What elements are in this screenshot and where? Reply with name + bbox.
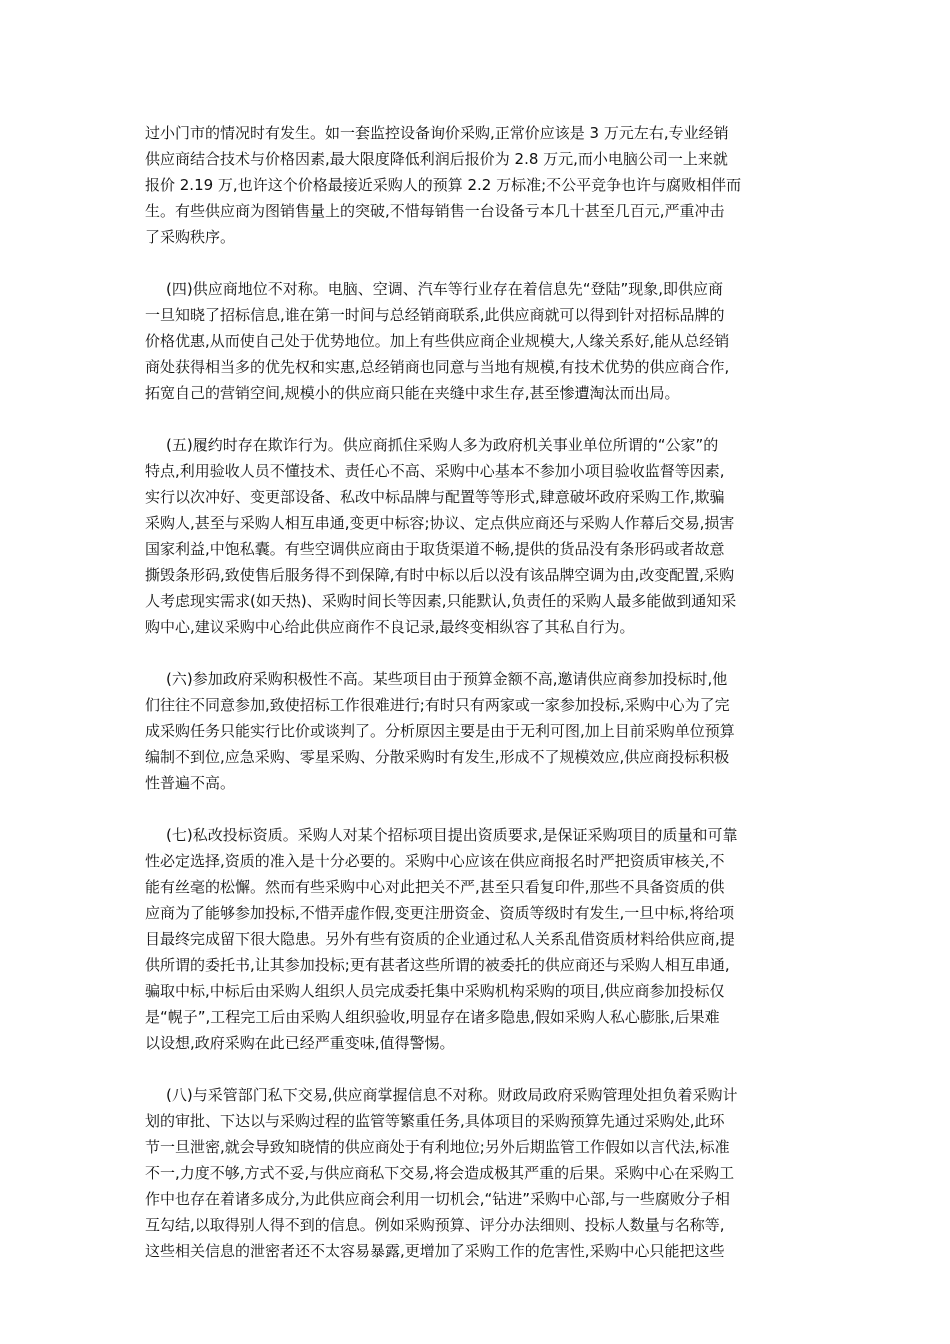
paragraph-section-6 — [145, 666, 807, 796]
text-line: 商处获得相当多的优先权和实惠,总经销商也同意与当地有规模,有技术优势的供应商合作, — [145, 358, 730, 376]
text-line: 性普遍不高。 — [145, 774, 236, 792]
text-line: 过小门市的情况时有发生。如一套监控设备询价采购,正常价应该是 3 万元左右,专业经销 — [145, 124, 729, 142]
text-line: 报价 2.19 万,也许这个价格最接近采购人的预算 2.2 万标准;不公平竞争也许与腐败相伴而 — [145, 176, 742, 194]
text-line: 这些相关信息的泄密者还不太容易暴露,更增加了采购工作的危害性,采购中心只能把这些 — [145, 1242, 725, 1260]
text-line: 们往往不同意参加,致使招标工作很难进行;有时只有两家或一家参加投标,采购中心为了完 — [145, 696, 730, 714]
text-line: 划的审批、下达以与采购过程的监管等繁重任务,具体项目的采购预算先通过采购处,此环 — [145, 1112, 725, 1130]
text-line: 节一旦泄密,就会导致知晓情的供应商处于有利地位;另外后期监管工作假如以言代法,标准 — [145, 1138, 730, 1156]
text-line: (六)参加政府采购积极性不高。某些项目由于预算金额不高,邀请供应商参加投标时,他 — [166, 670, 728, 688]
text-line: 供应商结合技术与价格因素,最大限度降低利润后报价为 2.8 万元,而小电脑公司一上来就 — [145, 150, 728, 168]
text-line: 供所谓的委托书,让其参加投标;更有甚者这些所谓的被委托的供应商还与采购人相互串通, — [145, 956, 730, 974]
text-line: 国家利益,中饱私囊。有些空调供应商由于取货渠道不畅,提供的货品没有条形码或者故意 — [145, 540, 725, 558]
text-line: 采购人,甚至与采购人相互串通,变更中标容;协议、定点供应商还与采购人作幕后交易,损害 — [145, 514, 735, 532]
paragraph-section-7 — [145, 822, 807, 1056]
text-line: 特点,利用验收人员不懂技术、责任心不高、采购中心基本不参加小项目验收监督等因素, — [145, 462, 725, 480]
paragraph-section-8 — [145, 1082, 807, 1264]
text-line: 性必定选择,资质的准入是十分必要的。采购中心应该在供应商报名时严把资质审核关,不 — [145, 852, 725, 870]
text-line: 能有丝毫的松懈。然而有些采购中心对此把关不严,甚至只看复印件,那些不具备资质的供 — [145, 878, 725, 896]
text-line: 互勾结,以取得别人得不到的信息。例如采购预算、评分办法细则、投标人数量与名称等, — [145, 1216, 725, 1234]
text-line: (四)供应商地位不对称。电脑、空调、汽车等行业存在着信息先“登陆”现象,即供应商 — [166, 280, 724, 298]
text-line: 购中心,建议采购中心给此供应商作不良记录,最终变相纵容了其私自行为。 — [145, 618, 635, 636]
text-line: 成采购任务只能实行比价或谈判了。分析原因主要是由于无利可图,加上目前采购单位预算 — [145, 722, 735, 740]
paragraph-section-5 — [145, 432, 807, 640]
text-line: 不一,力度不够,方式不妥,与供应商私下交易,将会造成极其严重的后果。采购中心在采购工 — [145, 1164, 735, 1182]
text-line: 一旦知晓了招标信息,谁在第一时间与总经销商联系,此供应商就可以得到针对招标品牌的 — [145, 306, 725, 324]
text-line: 目最终完成留下很大隐患。另外有些有资质的企业通过私人关系乱借资质材料给供应商,提 — [145, 930, 735, 948]
text-line: 拓宽自己的营销空间,规模小的供应商只能在夹缝中求生存,甚至惨遭淘汰而出局。 — [145, 384, 680, 402]
text-line: 人考虑现实需求(如天热)、采购时间长等因素,只能默认,负责任的采购人最多能做到通知采 — [145, 592, 737, 610]
text-line: 是“幌子”,工程完工后由采购人组织验收,明显存在诸多隐患,假如采购人私心膨胀,后果难 — [145, 1008, 720, 1026]
text-line: 价格优惠,从而使自己处于优势地位。加上有些供应商企业规模大,人缘关系好,能从总经销 — [145, 332, 730, 350]
text-line: 生。有些供应商为图销售量上的突破,不惜每销售一台设备亏本几十甚至几百元,严重冲击 — [145, 202, 725, 220]
text-line: 应商为了能够参加投标,不惜弄虚作假,变更注册资金、资质等级时有发生,一旦中标,将给项 — [145, 904, 735, 922]
text-line: 骗取中标,中标后由采购人组织人员完成委托集中采购机构采购的项目,供应商参加投标仅 — [145, 982, 725, 1000]
document-body — [145, 120, 807, 1264]
text-line: 了采购秩序。 — [145, 228, 236, 246]
text-line: 编制不到位,应急采购、零星采购、分散采购时有发生,形成不了规模效应,供应商投标积极 — [145, 748, 730, 766]
text-line: 以设想,政府采购在此已经严重变味,值得警惕。 — [145, 1034, 455, 1052]
text-line: 撕毁条形码,致使售后服务得不到保障,有时中标以后以没有该品牌空调为由,改变配置,采购 — [145, 566, 735, 584]
paragraph-1 — [145, 120, 807, 250]
text-line: (七)私改投标资质。采购人对某个招标项目提出资质要求,是保证采购项目的质量和可靠 — [166, 826, 738, 844]
text-line: (八)与采管部门私下交易,供应商掌握信息不对称。财政局政府采购管理处担负着采购计 — [166, 1086, 738, 1104]
text-line: 作中也存在着诸多成分,为此供应商会利用一切机会,“钻进”采购中心部,与一些腐败分子相 — [145, 1190, 730, 1208]
text-line: (五)履约时存在欺诈行为。供应商抓住采购人多为政府机关事业单位所谓的“公家”的 — [166, 436, 719, 454]
paragraph-section-4 — [145, 276, 807, 406]
text-line: 实行以次冲好、变更部设备、私改中标品牌与配置等等形式,肆意破坏政府采购工作,欺骗 — [145, 488, 725, 506]
